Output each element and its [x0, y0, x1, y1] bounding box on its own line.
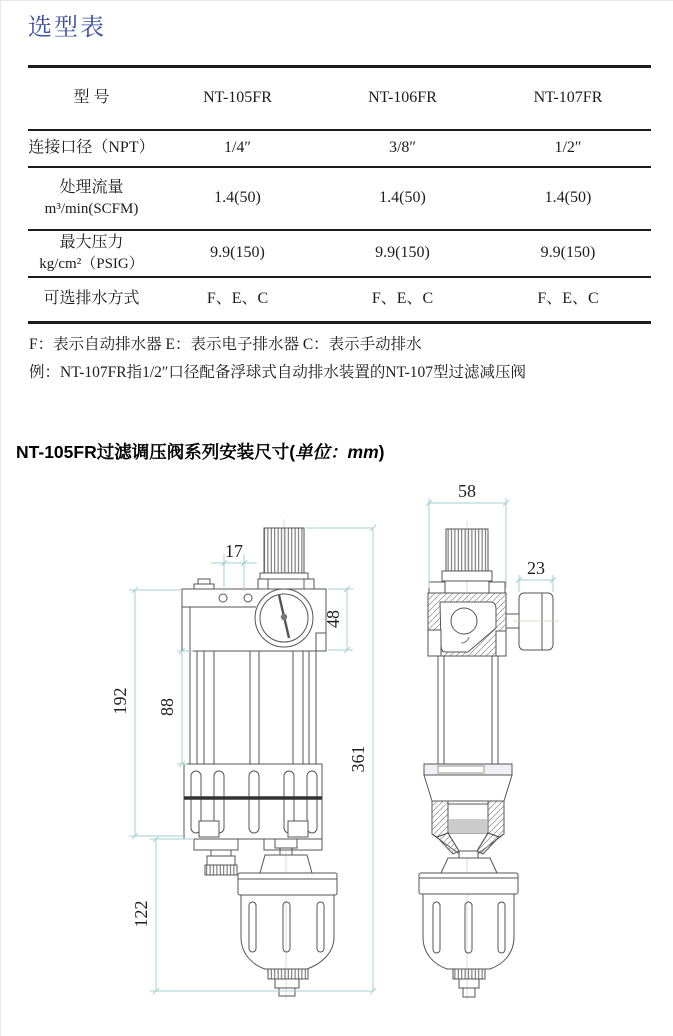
dim-label-122: 122 — [131, 900, 151, 928]
bowl-drain — [459, 979, 479, 988]
drawing-heading-unit: 单位：mm — [295, 442, 379, 462]
manual-drain-valve — [205, 850, 237, 875]
front-view — [182, 519, 337, 999]
cell-value: 1/4″ — [155, 130, 320, 167]
dim-hole-spacing — [211, 541, 257, 591]
bowl-sight-slot — [465, 902, 472, 953]
bowl-knurl-ring — [453, 969, 485, 979]
cell-value: F、E、C — [485, 277, 651, 323]
bowl-knurl-ring — [268, 969, 308, 979]
bowl-sight-slot — [283, 902, 290, 952]
row-label-port-size: 连接口径（NPT） — [28, 130, 155, 167]
bowl-sight-slot — [317, 902, 324, 952]
dim-gauge-depth — [516, 558, 556, 592]
footnote-drain-types: F：表示自动排水器 E：表示电子排水器 C：表示手动排水 — [29, 336, 422, 353]
row-label-pressure-unit: kg/cm²（PSIG） — [39, 255, 144, 272]
bowl-sight-slot — [249, 902, 256, 952]
clamp-section — [184, 764, 322, 850]
regulator-knob — [258, 528, 314, 589]
cell-value: 3/8″ — [320, 130, 485, 167]
cell-value: 1/2″ — [485, 130, 651, 167]
drawing-heading-paren: ) — [378, 442, 385, 462]
pressure-gauge — [255, 589, 313, 647]
col-header-nt105fr: NT-105FR — [203, 89, 272, 107]
cell-value: 9.9(150) — [155, 230, 320, 277]
cell-value: 1.4(50) — [485, 167, 651, 230]
row-label-flow-title: 处理流量 — [59, 179, 124, 197]
dim-label-17: 17 — [225, 541, 243, 561]
tie-rod-nut — [199, 821, 219, 837]
drawing-heading — [16, 439, 385, 464]
mounting-tab — [429, 582, 445, 593]
col-header-model: 型 号 — [73, 89, 110, 107]
dim-block-height — [323, 586, 353, 653]
row-label-flow-unit: m³/min(SCFM) — [44, 200, 139, 217]
table-row — [28, 277, 651, 323]
bowl-body — [241, 895, 334, 969]
row-label-flow — [28, 167, 155, 230]
dim-upper-cylinder-height — [157, 648, 193, 767]
mounting-tab — [489, 582, 505, 593]
mounting-tab — [194, 579, 214, 589]
table-header-row — [28, 67, 651, 130]
upper-body-side — [438, 656, 498, 764]
dim-label-361: 361 — [348, 745, 368, 773]
regulator-knob-side — [442, 529, 492, 581]
bowl-drain — [275, 979, 299, 988]
row-label-pressure — [28, 230, 155, 277]
dim-label-48: 48 — [323, 610, 343, 628]
filter-bowl-front — [238, 839, 337, 996]
cell-value: 9.9(150) — [485, 230, 651, 277]
cell-value: 9.9(150) — [320, 230, 485, 277]
bowl-sight-slot — [433, 902, 440, 953]
bowl-drain-tip — [463, 988, 475, 997]
bowl-cap — [441, 858, 497, 873]
cell-value: F、E、C — [320, 277, 485, 323]
table-row — [28, 130, 651, 167]
cell-value: 1.4(50) — [155, 167, 320, 230]
clamp-section-side — [424, 764, 512, 858]
col-header-nt107fr: NT-107FR — [533, 89, 603, 107]
cell-value: F、E、C — [155, 277, 320, 323]
row-label-drain-options: 可选排水方式 — [28, 277, 155, 323]
selection-table — [28, 65, 651, 324]
filter-bowl-side — [419, 858, 518, 997]
row-label-pressure-title: 最大压力 — [59, 234, 124, 252]
page-title: 选型表 — [28, 15, 106, 41]
footnote-example: 例：NT-107FR指1/2″口径配备浮球式自动排水装置的NT-107型过滤减压阀 — [29, 364, 527, 381]
cell-value: 1.4(50) — [320, 167, 485, 230]
bowl-body — [423, 894, 514, 969]
dim-label-88: 88 — [157, 698, 177, 716]
bowl-sight-slot — [498, 902, 505, 953]
body-block-section — [428, 593, 506, 656]
table-row — [28, 167, 651, 230]
tie-rod-nut — [288, 821, 308, 837]
drawing-heading-text: NT-105FR过滤调压阀系列安装尺寸( — [16, 442, 296, 462]
footnotes — [29, 331, 526, 387]
bowl-drain-tip — [279, 988, 295, 996]
dim-bowl-height — [131, 836, 373, 994]
installation-drawing — [1, 471, 673, 1036]
dim-label-192: 192 — [110, 687, 130, 715]
side-gauge — [506, 593, 559, 650]
table-row — [28, 230, 651, 277]
side-view — [419, 521, 559, 999]
dim-label-58: 58 — [458, 481, 476, 501]
dim-label-23: 23 — [527, 558, 545, 578]
col-header-nt106fr: NT-106FR — [368, 89, 437, 107]
